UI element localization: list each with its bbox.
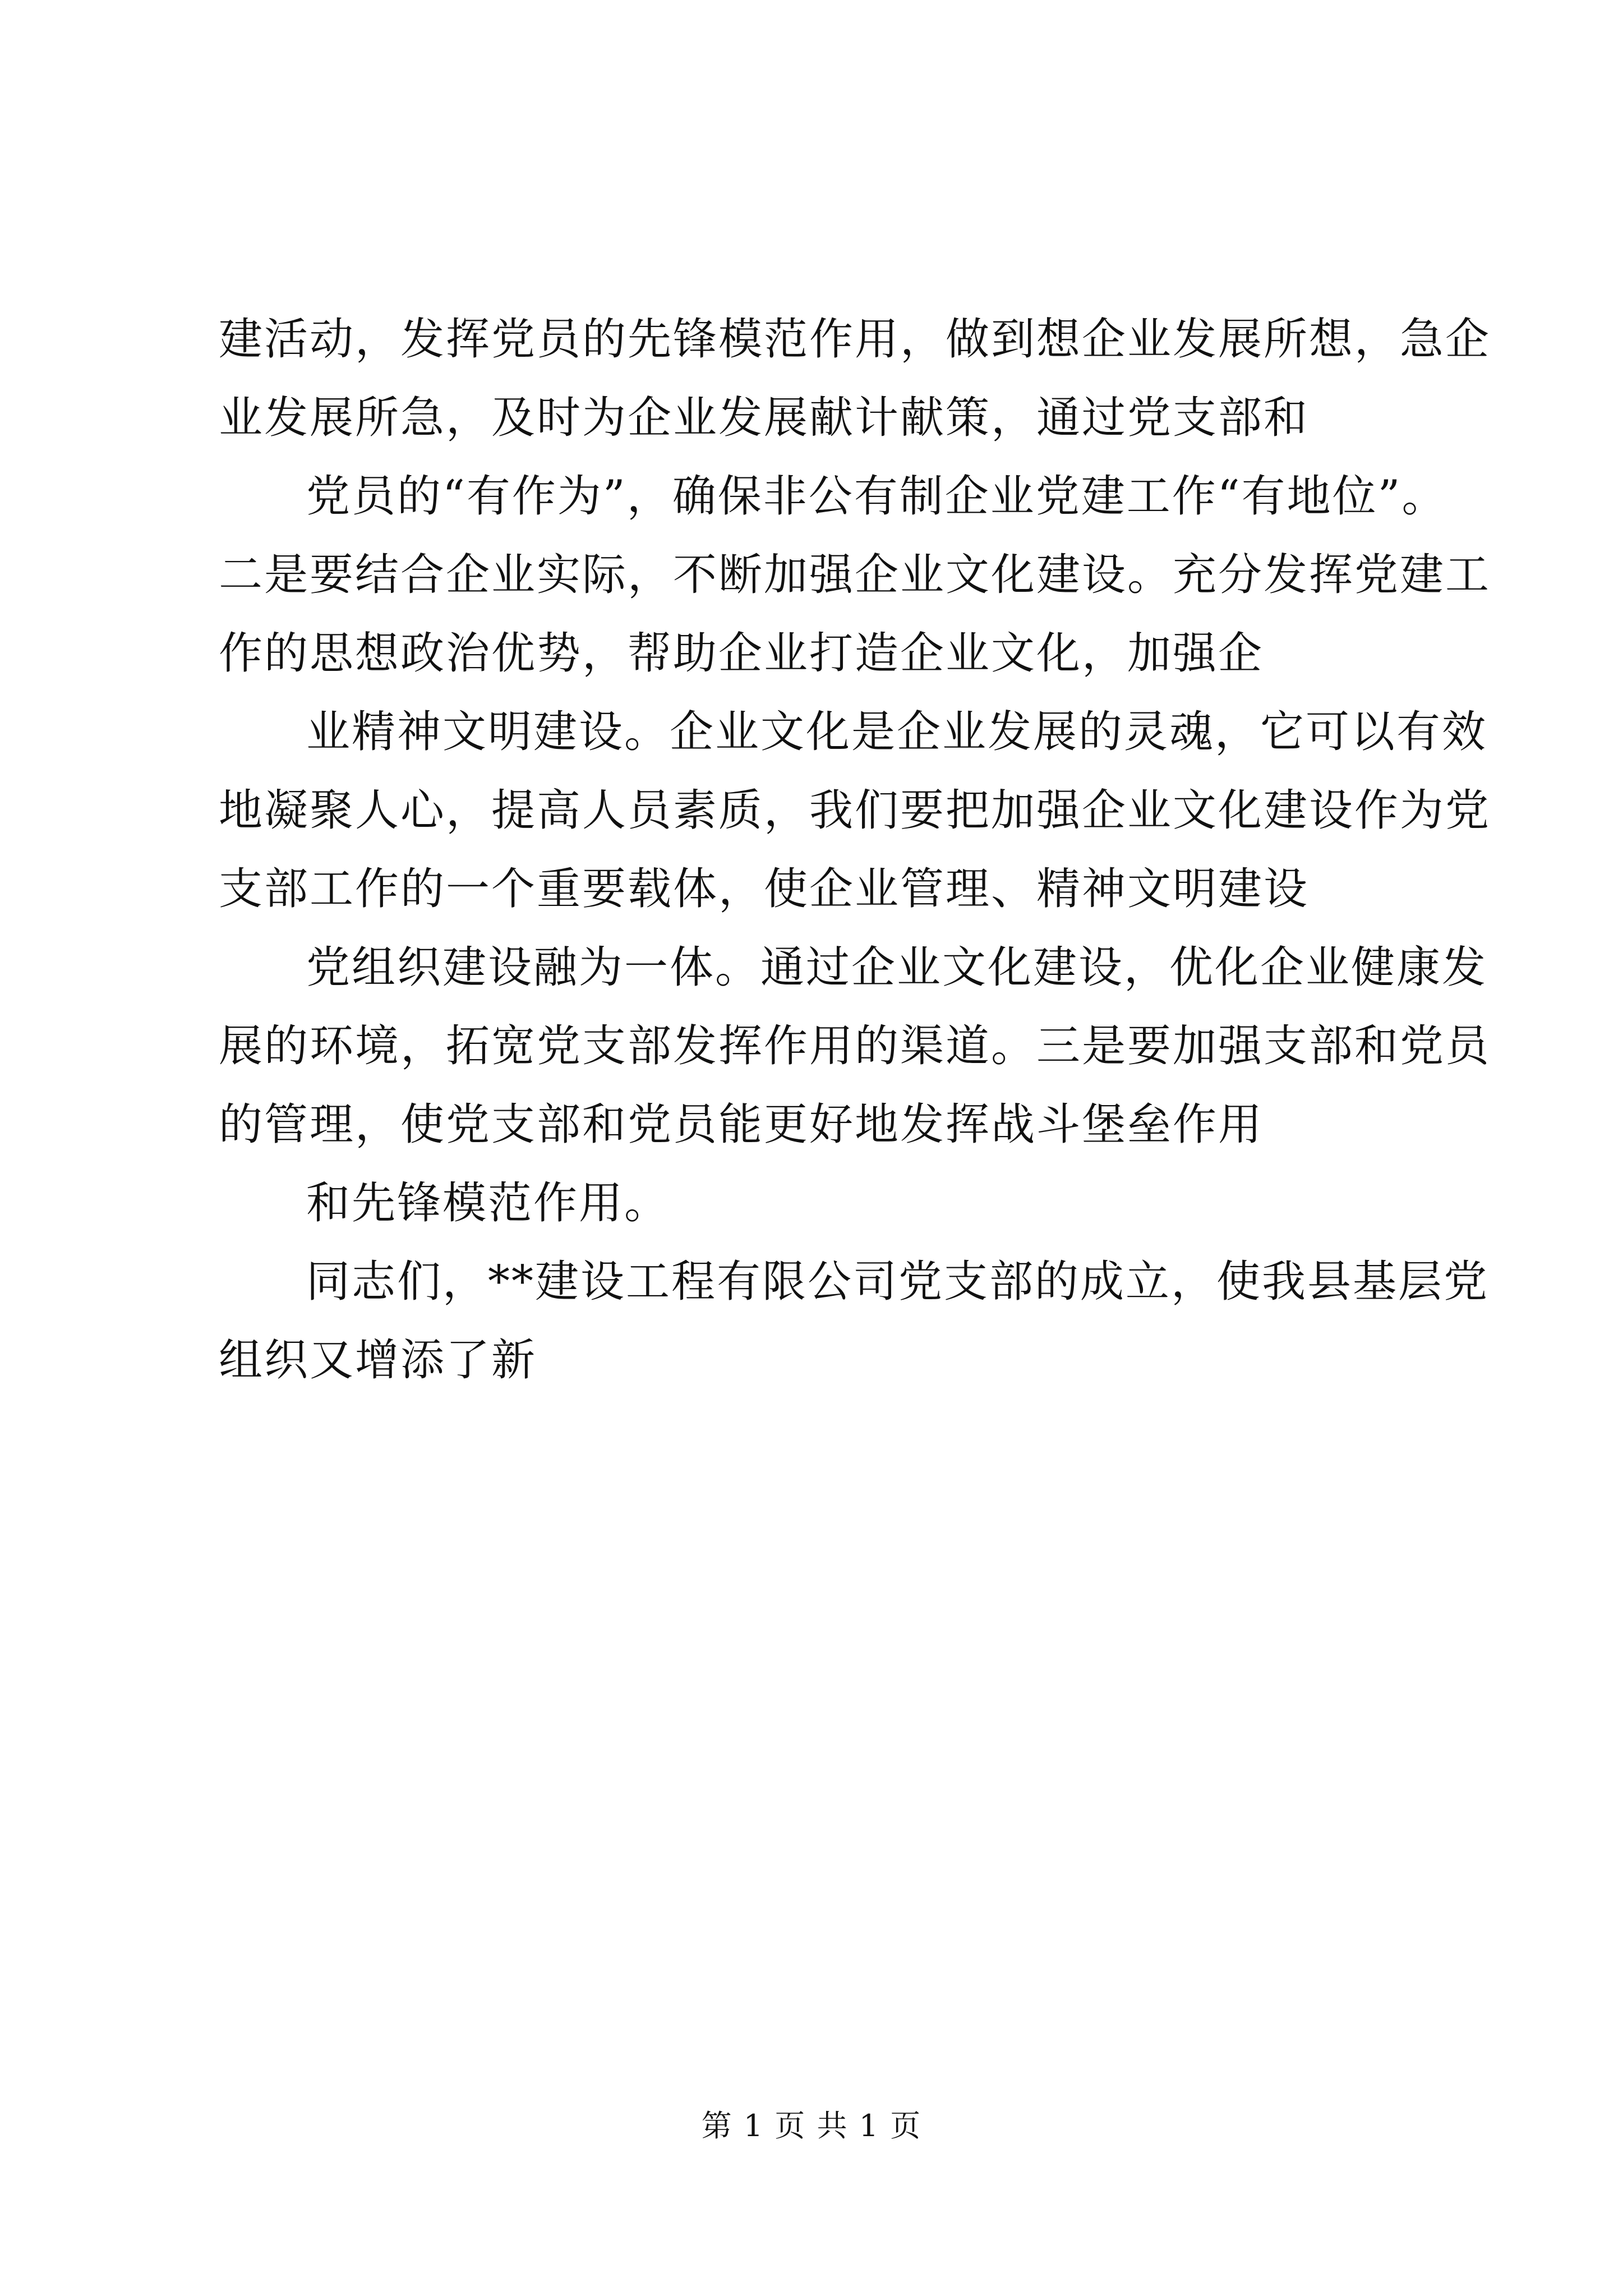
text-line-13: 同志们，**建设工程有限公司党支部的成立，使我县基层党 [306,1257,1490,1307]
page-footer: 第 1 页 共 1 页 [701,2108,922,2143]
text-line-8: 支部工作的一个重要载体，使企业管理、精神文明建设 [219,864,1310,914]
text-line-5: 作的思想政治优势，帮助企业打造企业文化，加强企 [219,628,1264,679]
text-line-9: 党组织建设融为一体。通过企业文化建设，优化企业健康发 [306,942,1488,993]
body-text [219,300,1491,1400]
text-line-3: 党员的“有作为”，确保非公有制企业党建工作“有地位”。 [306,471,1447,522]
text-line-14: 组织又增添了新 [219,1335,537,1386]
text-line-11: 的管理，使党支部和党员能更好地发挥战斗堡垒作用 [219,1099,1264,1150]
text-line-7: 地凝聚人心，提高人员素质，我们要把加强企业文化建设作为党 [219,785,1491,836]
text-line-2: 业发展所急，及时为企业发展献计献策，通过党支部和 [219,393,1310,443]
text-line-4: 二是要结合企业实际，不断加强企业文化建设。充分发挥党建工 [219,550,1491,600]
text-line-1: 建活动，发挥党员的先锋模范作用，做到想企业发展所想，急企 [219,314,1491,365]
text-line-10: 展的环境，拓宽党支部发挥作用的渠道。三是要加强支部和党员 [219,1021,1491,1071]
text-line-12: 和先锋模范作用。 [306,1178,670,1228]
text-line-6: 业精神文明建设。企业文化是企业发展的灵魂，它可以有效 [306,707,1488,757]
